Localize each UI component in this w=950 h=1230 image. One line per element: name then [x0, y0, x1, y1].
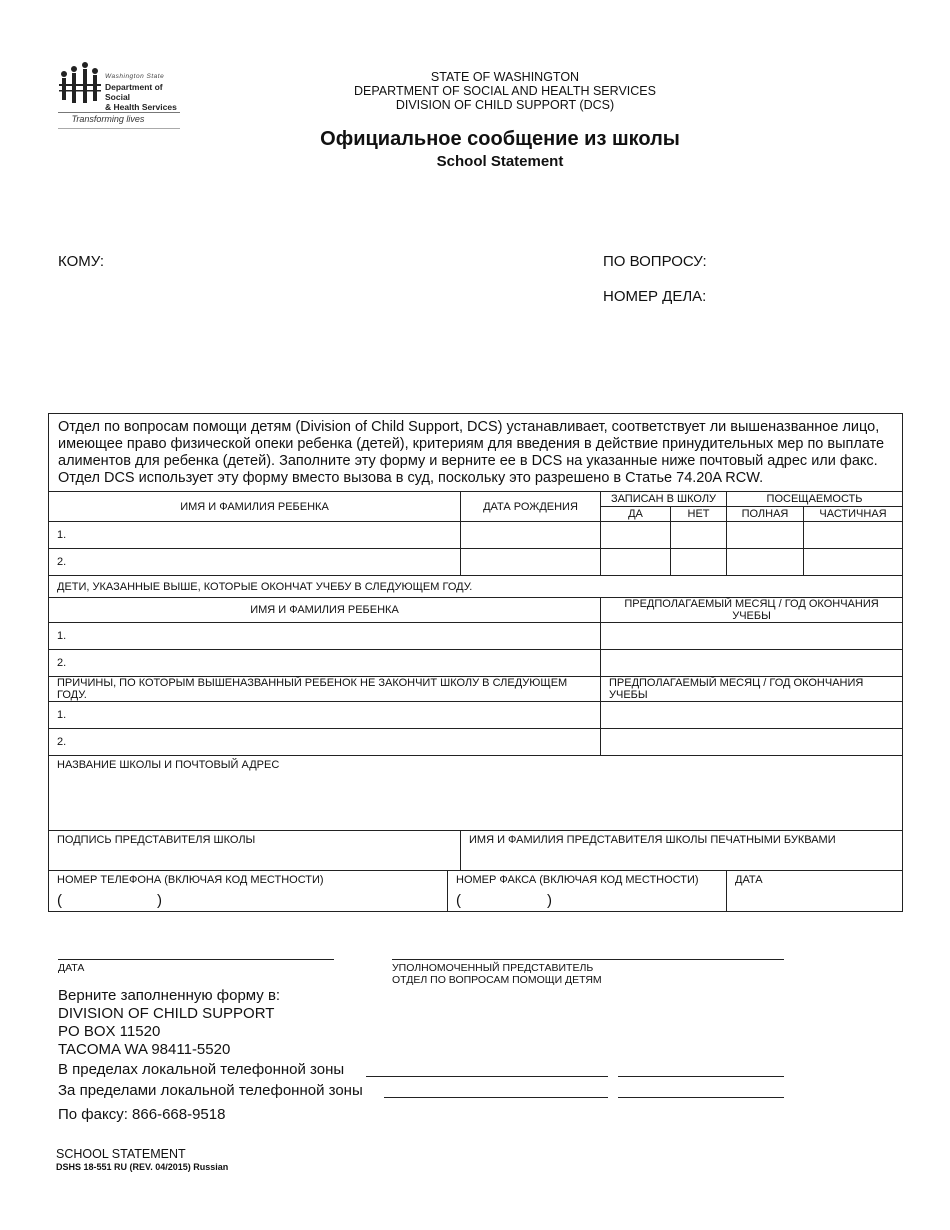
reason-expected-field-2[interactable] [601, 729, 903, 756]
logo-rule-bottom [58, 128, 180, 129]
rep-signature-line[interactable] [392, 959, 784, 960]
local-phone-line-2[interactable] [618, 1076, 784, 1077]
local-phone-label: В пределах локальной телефонной зоны [58, 1061, 345, 1078]
agency-name [105, 72, 183, 112]
rep-signature-field[interactable] [49, 831, 461, 871]
reasons-expected-header: ПРЕДПОЛАГАЕМЫЙ МЕСЯЦ / ГОД ОКОНЧАНИЯ УЧЕБЫ [601, 677, 903, 702]
grad-expected-header: ПРЕДПОЛАГАЕМЫЙ МЕСЯЦ / ГОД ОКОНЧАНИЯ УЧЕБЫ [601, 598, 903, 623]
attendance-full-1[interactable] [727, 522, 804, 549]
logo-dept-line1: Department of Social [105, 82, 163, 102]
date-field[interactable] [727, 871, 903, 912]
rep-name-field[interactable] [461, 831, 903, 871]
school-address-field[interactable] [49, 756, 903, 831]
attendance-partial-1[interactable] [804, 522, 903, 549]
reason-field-1[interactable]: 1. [49, 702, 601, 729]
phone-area-code [57, 892, 439, 909]
return-line3: PO BOX 11520 [58, 1023, 161, 1040]
fax-label: НОМЕР ФАКСА (ВКЛЮЧАЯ КОД МЕСТНОСТИ) [456, 874, 699, 886]
logo-rule [58, 112, 180, 113]
intro-paragraph: Отдел по вопросам помощи детям (Division of Child Support, DCS) устанавливает, соответствует ли вышеназванное лицо, имеющее право физической опеки ребенка (детей), критериям для введения в действие принудительных мер по выплате алиментов для ребенка (детей). Заполните эту форму и верните ее в DCS на указанные ниже почтовый адрес или факс. Отдел DCS использует эту форму вместо вызова в суд, поскольку это разрешено в Статье 74.20A RCW. [49, 414, 903, 492]
sig-date-label: ДАТА [58, 962, 85, 974]
rep-signature-label: ПОДПИСЬ ПРЕДСТАВИТЕЛЯ ШКОЛЫ [57, 834, 256, 846]
dob-field-2[interactable] [461, 549, 601, 576]
to-label: КОМУ: [58, 253, 105, 270]
grad-child-field-2[interactable]: 2. [49, 650, 601, 677]
fax-field[interactable] [448, 871, 727, 912]
child-name-header: ИМЯ И ФАМИЛИЯ РЕБЕНКА [49, 492, 461, 522]
reason-expected-field-1[interactable] [601, 702, 903, 729]
school-address-label: НАЗВАНИЕ ШКОЛЫ И ПОЧТОВЫЙ АДРЕС [57, 759, 280, 771]
grad-row-2 [49, 650, 903, 677]
attendance-full-2[interactable] [727, 549, 804, 576]
fax-number: По факсу: 866-668-9518 [58, 1106, 226, 1123]
phone-field[interactable] [49, 871, 448, 912]
authorized-rep-line1: УПОЛНОМОЧЕННЫЙ ПРЕДСТАВИТЕЛЬ [392, 962, 594, 974]
grad-row-1 [49, 623, 903, 650]
child-row-2 [49, 549, 903, 576]
authorized-rep-label [392, 962, 602, 986]
header-line1: STATE OF WASHINGTON [430, 70, 580, 84]
enrolled-no-2[interactable] [671, 549, 727, 576]
nonlocal-phone-line-2[interactable] [618, 1097, 784, 1098]
phone-label: НОМЕР ТЕЛЕФОНА (ВКЛЮЧАЯ КОД МЕСТНОСТИ) [57, 874, 324, 886]
graduating-label: ДЕТИ, УКАЗАННЫЕ ВЫШЕ, КОТОРЫЕ ОКОНЧАТ УЧЕБУ В СЛЕДУЮЩЕМ ГОДУ. [49, 576, 903, 598]
school-statement-form [48, 413, 903, 912]
header-line2: DEPARTMENT OF SOCIAL AND HEALTH SERVICES [354, 84, 656, 98]
dshs-figures-icon [58, 60, 102, 108]
rep-name-label: ИМЯ И ФАМИЛИЯ ПРЕДСТАВИТЕЛЯ ШКОЛЫ ПЕЧАТНЫМИ БУКВАМИ [469, 834, 836, 846]
child-name-field-1[interactable]: 1. [49, 522, 461, 549]
dob-field-1[interactable] [461, 522, 601, 549]
phone-paren-open: ( [57, 892, 62, 909]
enrolled-yes-2[interactable] [601, 549, 671, 576]
agency-header [300, 70, 710, 112]
grad-child-name-header: ИМЯ И ФАМИЛИЯ РЕБЕНКА [49, 598, 601, 623]
partial-header: ЧАСТИЧНАЯ [804, 507, 903, 522]
return-address [58, 987, 280, 1059]
dob-header: ДАТА РОЖДЕНИЯ [461, 492, 601, 522]
reason-field-2[interactable]: 2. [49, 729, 601, 756]
regarding-label: ПО ВОПРОСУ: [603, 253, 707, 270]
return-line1: Верните заполненную форму в: [58, 987, 281, 1004]
logo-dept-line2: & Health Services [105, 102, 177, 112]
grad-child-field-1[interactable]: 1. [49, 623, 601, 650]
reason-row-1 [49, 702, 903, 729]
page-title-ru: Официальное сообщение из школы [320, 128, 680, 150]
logo-tagline: Transforming lives [71, 114, 145, 124]
reasons-label: ПРИЧИНЫ, ПО КОТОРЫМ ВЫШЕНАЗВАННЫЙ РЕБЕНОК НЕ ЗАКОНЧИТ ШКОЛУ В СЛЕДУЮЩЕМ ГОДУ. [49, 677, 601, 702]
footer-form-number: DSHS 18-551 RU (REV. 04/2015) Russian [56, 1162, 229, 1172]
date-label: ДАТА [735, 874, 763, 886]
full-header: ПОЛНАЯ [727, 507, 804, 522]
fax-area-code [456, 892, 718, 909]
footer-form-name: SCHOOL STATEMENT [56, 1147, 186, 1161]
enrolled-yes-1[interactable] [601, 522, 671, 549]
reason-row-2 [49, 729, 903, 756]
fax-paren-open: ( [456, 892, 461, 909]
grad-expected-field-2[interactable] [601, 650, 903, 677]
dshs-logo [58, 60, 183, 130]
local-phone-line-1[interactable] [366, 1076, 608, 1077]
case-number-label: НОМЕР ДЕЛА: [603, 288, 707, 305]
page-title-en: School Statement [436, 153, 564, 170]
attendance-partial-2[interactable] [804, 549, 903, 576]
grad-expected-field-1[interactable] [601, 623, 903, 650]
fax-paren-close: ) [547, 892, 552, 909]
enrolled-header: ЗАПИСАН В ШКОЛУ [601, 492, 727, 507]
return-line2: DIVISION OF CHILD SUPPORT [58, 1005, 275, 1022]
enrolled-no-1[interactable] [671, 522, 727, 549]
no-header: НЕТ [671, 507, 727, 522]
date-signature-line[interactable] [58, 959, 334, 960]
yes-header: ДА [601, 507, 671, 522]
nonlocal-phone-label: За пределами локальной телефонной зоны [58, 1082, 363, 1099]
attendance-header: ПОСЕЩАЕМОСТЬ [727, 492, 903, 507]
child-row-1 [49, 522, 903, 549]
logo-state: Washington State [105, 73, 165, 80]
nonlocal-phone-line-1[interactable] [384, 1097, 608, 1098]
phone-paren-close: ) [157, 892, 162, 909]
child-name-field-2[interactable]: 2. [49, 549, 461, 576]
header-line3: DIVISION OF CHILD SUPPORT (DCS) [395, 98, 615, 112]
return-line4: TACOMA WA 98411-5520 [58, 1041, 231, 1058]
authorized-rep-line2: ОТДЕЛ ПО ВОПРОСАМ ПОМОЩИ ДЕТЯМ [392, 974, 602, 986]
